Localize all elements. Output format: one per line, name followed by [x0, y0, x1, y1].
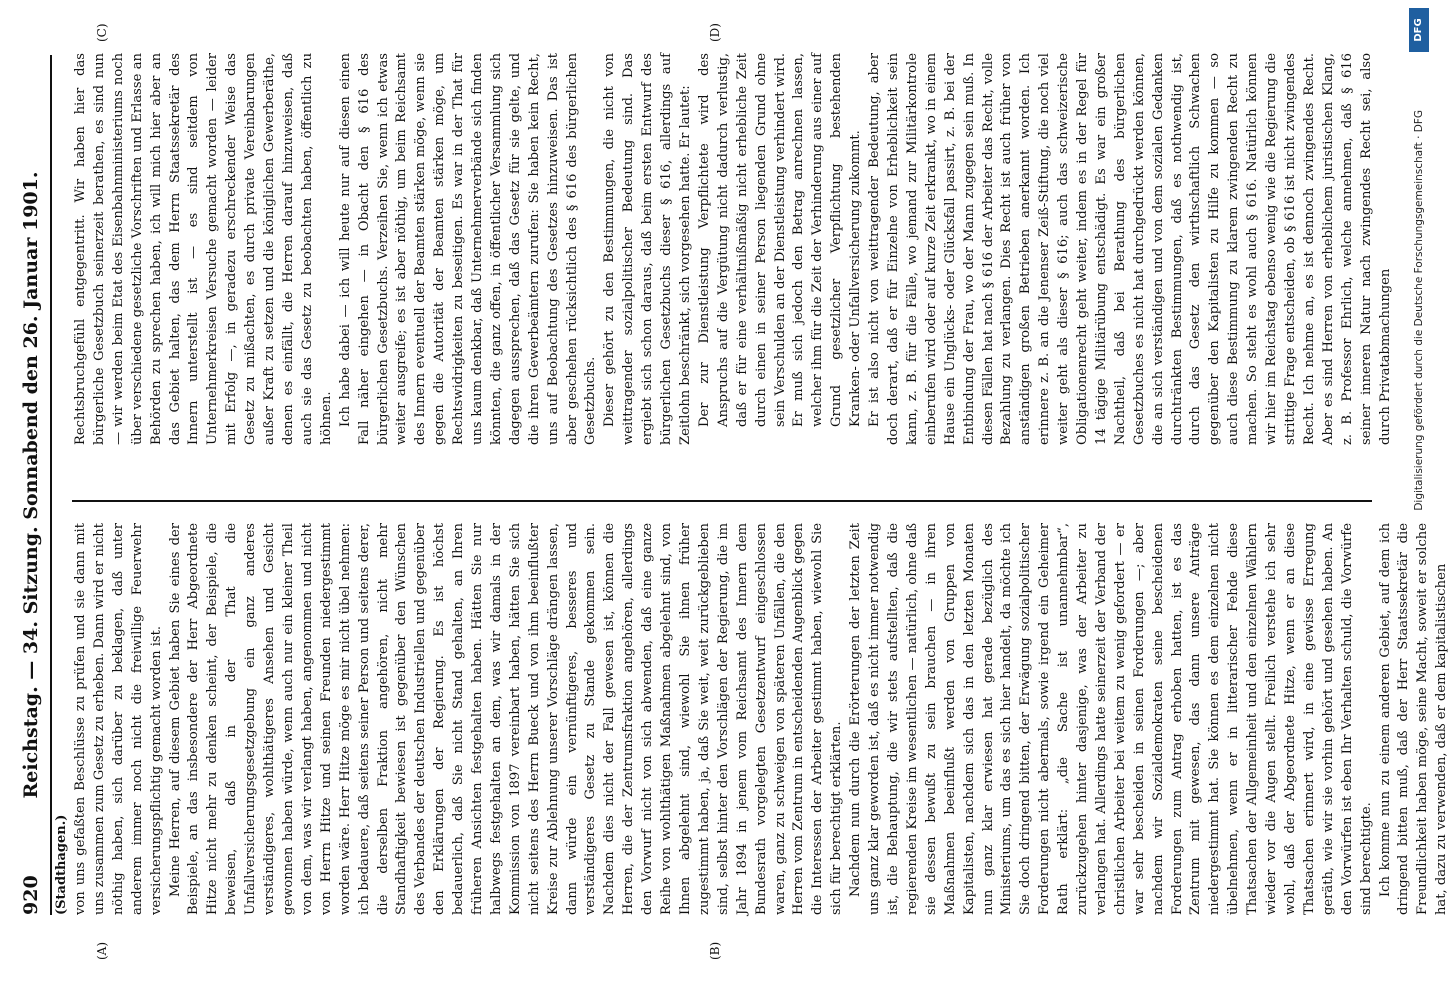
- speaker-name: (Stadthagen.): [54, 814, 69, 915]
- paragraph: Nachdem nun durch die Erörterungen der letzten Zeit uns ganz klar geworden ist, daß es nicht immer notwendig ist, die Behauptung, die wir stets aufstellten, daß die regierenden Kreise im wesentlichen — natürlich, ohne daß sie dessen bewußt zu sein brauchen — in ihren Maßnahmen beeinflußt werden von Gruppen von Kapitalisten, nachdem sich das in den letzten Monaten nun ganz klar erwiesen hat gerade bezüglich des Ministeriums, um das es sich hier handelt, da möchte ich Sie doch dringend bitten, der Erwägung sozialpolitischer Forderungen nicht abermals, sowie irgend ein Geheimer Rath erklärt: „die Sache ist unannehmbar“, zurückzugehen hinter dasjenige, was der Arbeiter zu verlangen hat. Allerdings hatte seinerzeit der Verband der christlichen Arbeiter bei weitem zu wenig gefordert — er war sehr bescheiden in seinen Forderungen —; aber nachdem wir Sozialdemokraten seine bescheidenen Forderungen zum Antrag erhoben hatten, ist es das Zentrum mit gewesen, das dann unsere Anträge niedergestimmt hat. Sie können es dem einzelnen nicht übelnehmen, wenn er in litterarischer Fehde diese Thatsachen der Allgemeinheit und den einzelnen Wählern wieder vor die Augen stellt. Freilich verstehe ich sehr wohl, daß der Abgeordnete Hitze, wenn er an diese Thatsachen erinnert wird, in eine gewisse Erregung geräth, wie wir sie vorhin gehört und gesehen haben. An den Vorwürfen ist eben Ihr Verhalten schuld, die Vorwürfe sind berechtigte.: [848, 523, 1374, 915]
- page-title: Reichstag. — 34. Sitzung. Sonnabend den 26. Januar 1901.: [20, 171, 42, 799]
- right-text-column: [72, 53, 1393, 445]
- margin-marker-d: (D): [708, 23, 722, 42]
- paragraph: Dieser gehört zu den Bestimmungen, die nicht von weittragender sozialpolitischer Bedeutung sind. Das ergiebt sich schon daraus, daß beim ersten Entwurf des bürgerlichen Gesetzbuchs dieser § 616, allerdings auf Zeitlohn beschränkt, sich vorgesehen hatte. Er lautet:: [602, 53, 693, 445]
- paragraph: Ich habe dabei — ich will heute nur auf diesen einen Fall näher eingehen — in Obacht den § 616 des bürgerlichen Gesetzbuchs. Verzeihen Sie, wenn ich etwas weiter ausgreife; es ist aber nöthig, um beim Reichsamt des Innern eventuell der Beamten stärken möge, wenn sie gegen die Autorität der Beamten stärken möge, um Rechtswidrigkeiten zu beseitigen. Es war in der That für uns kaum denkbar, daß Unternehmerverbände sich finden könnten, die ganz offen, in öffentlicher Versammlung sich dagegen aussprechen, daß das Gesetz für sie gelte, und die ihren Gewerbeämtern zurufen: Sie haben kein Recht, uns auf Beobachtung des Gesetzes hinzuweisen. Das ist aber geschehen rücksichtlich des § 616 des bürgerlichen Gesetzbuchs.: [337, 53, 599, 445]
- funding-note: Digitalisierung gefördert durch die Deutsche Forschungsgemeinschaft · DFG: [1413, 110, 1425, 511]
- page-number: 920: [20, 875, 42, 915]
- paragraph: von uns gefaßten Beschlüsse zu prüfen und sie dann mit uns zusammen zum Gesetz zu erheben. Dann wird er nicht nöthig haben, sich darüber zu beklagen, daß unter anderem immer noch nicht die freiwillige Feuerwehr versicherungspflichtig gemacht worden ist.: [73, 523, 164, 915]
- paragraph: Rechtsbruchgefühl entgegentritt. Wir haben hier das bürgerliche Gesetzbuch seinerzeit berathen, es sind nun — wir werden beim Etat des Eisenbahnministeriums noch über verschiedene gesetzliche Vorschriften und Erlasse an Behörden zu sprechen haben, ich will mich hier aber an das Gebiet halten, das dem Herrn Staatssekretär des Innern unterstellt ist — es sind seitdem von Unternehmerkreisen Versuche gemacht worden — leider mit Erfolg —, in geradezu erschreckender Weise das Gesetz zu mißachten, es durch private Vereinbarungen außer Kraft zu setzen und die königlichen Gewerberäthe, denen es einfällt, die Herren darauf hinzuweisen, daß auch sie das Gesetz zu beobachten haben, öffentlich zu höhnen.: [73, 53, 334, 445]
- digitization-footer: [1406, 0, 1432, 1000]
- margin-marker-b: (B): [708, 941, 722, 960]
- paragraph: Er ist also nicht von weittragender Bedeutung, aber doch derart, daß er für Einzelne von Erheblichkeit sein kann, z. B. für die Fälle, wo jemand zur Militärkontrole einberufen wird oder auf kurze Zeit erkrankt, wo in einem Hause ein Unglücks- oder Glücksfall passirt, z. B. bei der Entbindung der Frau, wo der Mann zugegen sein muß. In diesen Fällen hat nach § 616 der Arbeiter das Recht, volle Bezahlung zu verlangen. Dies Recht ist auch früher von anständigen großen Betrieben anerkannt worden. Ich erinnere z. B. an die Jenenser Zeiß-Stiftung, die noch viel weiter geht als dieser § 616; auch das schweizerische Obligationenrecht geht weiter, indem es in der Regel für 14 tägige Militärübung entschädigt. Es war ein großer Nachtheil, daß bei Berathung des bürgerlichen Gesetzbuches es nicht hat durchgedrückt werden können, die an sich verständigen und von dem sozialen Gedanken durchtränkten Bestimmungen, daß es nothwendig ist, durch das Gesetz den wirthschaftlich Schwachen gegenüber den Kapitalisten zu Hilfe zu kommen — so auch diese Bestimmung zu klarem zwingenden Recht zu machen. So steht es wohl auch § 616. Natürlich können wir hier im Reichstag ebenso wenig wie die Regierung die strittige Frage entscheiden, ob § 616 ist nicht zwingendes Recht. Ich nehme an, es ist dennoch zwingendes Recht. Aber es sind Herren von erheblichem juristischen Klang, z. B. Professor Ehrlich, welche annehmen, daß § 616 seiner inneren Natur nach zwingendes Recht sei, also durch Privatabmachungen: [867, 53, 1393, 445]
- column-divider: [72, 500, 1372, 502]
- paragraph: Meine Herren, auf diesem Gebiet haben Sie eines der Beispiele, an das insbesondere der Herr Abgeordnete Hitze nicht mehr zu denken scheint, der Beispiele, die beweisen, daß in der That die Unfallversicherungsgesetzgebung ein ganz anderes verständigeres, wohlthätigeres Ansehen und Gesicht gewonnen haben würde, wenn auch nur ein kleiner Theil von dem, was wir verlangt haben, angenommen und nicht von Herrn Hitze und seinen Freunden niedergestimmt worden wäre. Herr Hitze möge es mir nicht übel nehmen: ich bedauere, daß seitens seiner Person und seitens derer, die derselben Fraktion angehören, nicht mehr Standhaftigkeit bewiesen ist gegenüber den Wünschen des Verbandes der deutschen Industriellen und gegenüber den Erklärungen der Regierung. Es ist höchst bedauerlich, daß Sie nicht Stand gehalten, an Ihren früheren Ansichten festgehalten haben. Hätten Sie nur halbwegs festgehalten an dem, was wir damals in der Kommission von 1897 vereinbart haben, hätten Sie sich nicht seitens des Herrn Bueck und von ihm beeinflußter Kreise zur Ablehnung unserer Vorschläge drängen lassen, dann würde ein vernünftigeres, besseres und verständigeres Gesetz zu Stande gekommen sein. Nachdem dies nicht der Fall gewesen ist, können die Herren, die der Zentrumsfraktion angehören, allerdings den Vorwurf nicht von sich abwenden, daß eine ganze Reihe von wohlthätigen Maßnahmen abgelehnt sind, von Ihnen abgelehnt sind, wiewohl Sie ihnen früher zugestimmt haben, ja, daß Sie weit, weit zurückgeblieben sind, selbst hinter den Vorschlägen der Regierung, die im Jahr 1894 in jenem vom Reichsamt des Innern dem Bundesrath vorgelegten Gesetzentwurf eingeschlossen waren, ganz zu schweigen von späteren Unfällen, die den Herren vom Zentrum in entscheidenden Augenblick gegen die Interessen der Arbeiter gestimmt haben, wiewohl Sie sich für berechtigt erklärten.: [167, 523, 845, 915]
- page-header: [14, 55, 52, 915]
- left-text-column: [72, 523, 1450, 915]
- margin-marker-a: (A): [95, 941, 109, 960]
- dfg-logo-label: DFG: [1413, 18, 1424, 42]
- paragraph: Ich komme nun zu einem anderen Gebiet, auf dem ich dringend bitten muß, daß der Herr Staatssekretär die Freundlichkeit haben möge, seine Macht, soweit er solche hat, dazu zu verwenden, daß er dem kapitalistischen: [1377, 523, 1450, 915]
- dfg-logo-icon: [1409, 8, 1429, 52]
- margin-marker-c: (C): [95, 23, 109, 42]
- quoted-paragraph: Der zur Dienstleistung Verpflichtete wird des Anspruchs auf die Vergütung nicht dadurch verlustig, daß er für eine verhältnißmäßig nicht erhebliche Zeit durch einen in seiner Person liegenden Grund ohne sein Verschulden an der Dienstleistung verhindert wird. Er muß sich jedoch den Betrag anrechnen lassen, welcher ihm für die Zeit der Verhinderung aus einer auf Grund gesetzlicher Verpflichtung bestehenden Kranken- oder Unfallversicherung zukommt.: [696, 53, 864, 427]
